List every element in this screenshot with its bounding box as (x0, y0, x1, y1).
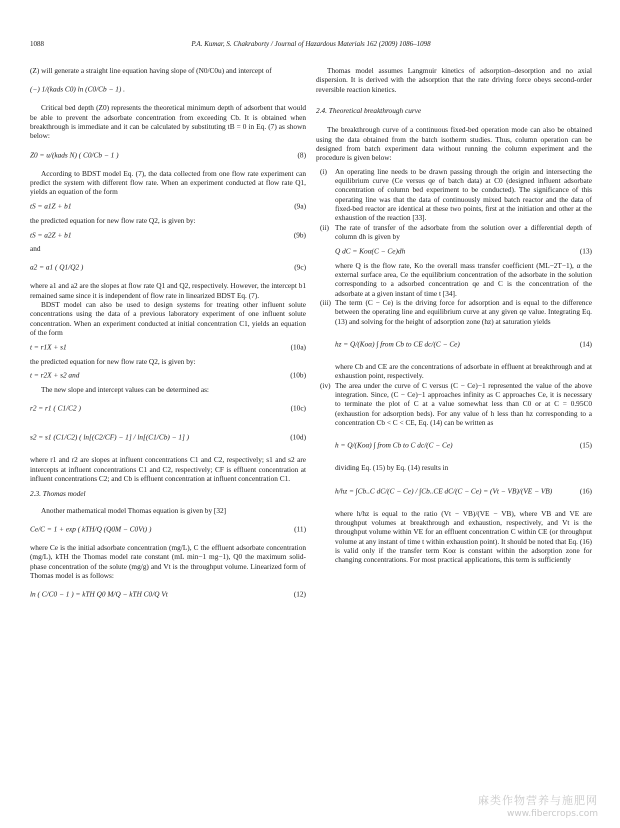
equation-body: tS = a1Z + b1 (30, 201, 72, 211)
equation-10c (30, 397, 306, 419)
equation-9a (30, 200, 306, 213)
equation-body: h = Q/(Koα) ∫ from Cb to C dc/(C − Ce) (335, 440, 453, 450)
equation-number: (14) (579, 339, 592, 349)
list-text: where Cb and CE are the concentrations of adsorbate in effluent at breakthrough and at exhaustion point, respectively. (335, 361, 592, 381)
left-column (30, 66, 306, 608)
equation-9c (30, 256, 306, 278)
paragraph: According to BDST model Eq. (7), the data collected from one flow rate experiment can predict the system with different flow rate. When an experiment conducted at flow rate Q1, yields an equation of the form (30, 168, 306, 197)
equation-14 (335, 329, 592, 359)
right-column (316, 66, 592, 565)
paragraph: the predicted equation for new flow rate Q2, is given by: (30, 215, 196, 225)
equation-number: (9b) (293, 229, 306, 239)
equation-body: hz = Q/(Koα) ∫ from Cb to CE dc/(C − Ce) (335, 339, 460, 349)
paragraph: Another mathematical model Thomas equation is given by [32] (41, 505, 227, 515)
watermark-title: 麻类作物营养与施肥网 (478, 794, 598, 807)
paragraph: The new slope and intercept values can be determined as: (41, 384, 209, 394)
equation-number: (9c) (294, 262, 306, 272)
list-label: (i) (320, 166, 327, 176)
equation-number: (12) (293, 589, 306, 599)
equation-body: tS = a2Z + b1 (30, 229, 72, 239)
list-text: where Q is the flow rate, Ko the overall mass transfer coefficient (ML−2T−1), α the external surface area, Ce the equilibrium concentration of the adsorbate in the solution corresponding to a adsorbed concentration qe and C is the concentration of the adsorbate at a given instant of time t [34]. (335, 260, 592, 298)
list-item (316, 223, 592, 298)
paragraph: where Ce is the initial adsorbate concentration (mg/L), C the effluent adsorbate concentration (mg/L), kTH the Thomas model rate constant (mL min−1 mg−1), Q0 the maximum solid-phase concentration of the solute (mg/g) and Vt is the throughput volume. Linearized form of Thomas model is as follows: (30, 542, 306, 580)
list-label: (ii) (320, 222, 329, 232)
equation-16 (335, 476, 592, 506)
equation-10a (30, 341, 306, 354)
section-heading: 2.4. Theoretical breakthrough curve (316, 106, 422, 116)
journal-citation: P.A. Kumar, S. Chakraborty / Journal of Hazardous Materials 162 (2009) 1086–1098 (191, 40, 431, 48)
paragraph: BDST model can also be used to design systems for treating other influent solute concentrations using the data of a previous laboratory experiment of one influent solute concentration. When an experiment conducted at initial concentration C1, yields an equation of the form (30, 300, 306, 338)
equation-number: (10b) (290, 370, 306, 380)
list-label: (iii) (320, 297, 331, 307)
list-item (316, 167, 592, 223)
equation-number: (16) (579, 485, 592, 495)
list-item (316, 381, 592, 565)
equation-number: (11) (294, 524, 306, 534)
equation-12 (30, 583, 306, 605)
equation-9b (30, 228, 306, 241)
list-text: The rate of transfer of the adsorbate from the solution over a differential depth of column dh is given by (335, 222, 592, 242)
equation-number: (10d) (290, 432, 306, 442)
list-text: The term (C − Ce) is the driving force for adsorption and is equal to the difference between the operating line and equilibrium curve at any given qe value. Integrating Eq. (13) and solving for the height of adsorption zone (hz) at saturation yields (335, 297, 592, 326)
list-text: dividing Eq. (15) by Eq. (14) results in (335, 463, 449, 473)
equation-body: ln ( C/C0 − 1 ) = kTH Q0 M/Q − kTH C0/Q Vt (30, 589, 168, 599)
paragraph: the predicted equation for new flow rate Q2, is given by: (30, 356, 196, 366)
equation-intercept (30, 78, 306, 100)
equation-body: Ce/C = 1 + exp ( kTH/Q (Q0M − C0Vt) ) (30, 524, 152, 534)
equation-10b (30, 369, 306, 382)
equation-body: s2 = s1 (C1/C2) ( ln[(C2/CF) − 1] / ln[(C1/Cb) − 1] ) (30, 432, 190, 442)
list-text: where h/hz is equal to the ratio (Vt − VB)/(VE − VB), where VB and VE are throughput volumes at breakthrough and exhaustion, respectively, and Vt is the throughput volume within VE for an effluent concentration C within CE (or throughput volume at any instant of time t within exhaustion point). It should be noted that Eq. (16) is valid only if the transfer term Koα is constant within the adsorption zone for changing concentrations. For most practical applications, this term is sufficiently (335, 508, 592, 565)
equation-body: (−) 1/(kads C0) ln (C0/Cb − 1) . (30, 84, 125, 94)
equation-number: (15) (579, 440, 592, 450)
section-heading: 2.3. Thomas model (30, 489, 86, 499)
equation-15 (335, 430, 592, 460)
page-number: 1088 (30, 40, 44, 48)
equation-body: Q dC = Koα(C − Ce)dh (335, 246, 406, 256)
list-text: An operating line needs to be drawn passing through the origin and intersecting the equilibrium curve (Ce versus qe of batch data) at C0 (designed influent adsorbate concentration of column bed experiment to be conducted). The significance of this operating line was that the data of continuously mixed batch reactor and the data of fixed-bed reactor are identical at these two points, first at the initiation and other at the exhaustion of the reaction [33]. (335, 166, 592, 223)
equation-8 (30, 144, 306, 166)
paragraph: where r1 and r2 are slopes at influent concentrations C1 and C2, respectively; s1 and s2 are intercepts at influent concentrations C1 and C2, respectively; CF is effluent concentration at influent concentrations C2; and Cb is effluent concentration at influent concentration C1. (30, 455, 306, 483)
paragraph: Critical bed depth (Z0) represents the theoretical minimum depth of adsorbent that would be able to prevent the adsorbate concentration from exceeding Cb. It is obtained when breakthrough is immediate and it can be calculated by substituting tB = 0 in Eq. (7) as shown below: (30, 103, 306, 141)
running-header (30, 40, 592, 52)
equation-number: (13) (579, 246, 592, 256)
equation-body: a2 = a1 ( Q1/Q2 ) (30, 262, 84, 272)
equation-body: t = r2X + s2 and (30, 370, 80, 380)
paragraph: (Z) will generate a straight line equation having slope of (N0/C0u) and intercept of (30, 66, 272, 75)
equation-13 (335, 245, 592, 258)
list-label: (iv) (320, 380, 331, 390)
equation-11 (30, 518, 306, 540)
paragraph: where a1 and a2 are the slopes at flow rate Q1 and Q2, respectively. However, the intercept b1 remained same since it is independent of flow rate in linearized BDST Eq. (7). (30, 281, 306, 300)
equation-10d (30, 422, 306, 452)
equation-number: (8) (297, 150, 306, 160)
equation-number: (10a) (290, 342, 306, 352)
equation-number: (9a) (294, 201, 306, 211)
paragraph: Thomas model assumes Langmuir kinetics of adsorption–desorption and no axial dispersion. It is derived with the adsorption that the rate driving force obeys second-order reversible reaction kinetics. (316, 66, 592, 94)
equation-body: r2 = r1 ( C1/C2 ) (30, 403, 81, 413)
equation-body: Z0 = u/(kads N) ( C0/Cb − 1 ) (30, 150, 119, 160)
paragraph: and (30, 244, 41, 254)
paragraph: The breakthrough curve of a continuous fixed-bed operation mode can also be obtained using the data obtained from the batch isotherm studies. Thus, column operation can be designed from batch experiment data without running the column experiment and the procedure is given below: (316, 125, 592, 163)
list-item (316, 298, 592, 381)
equation-body: t = r1X + s1 (30, 342, 67, 352)
watermark-url: www.fibercrops.com (507, 809, 598, 819)
equation-number: (10c) (290, 403, 306, 413)
equation-body: h/hz = ∫Cb..C dC/(C − Ce) / ∫Cb..CE dC/(C − Ce) = (Vt − VB)/(VE − VB) (335, 485, 553, 495)
list-text: The area under the curve of C versus (C − Ce)−1 represented the value of the above integration. Since, (C − Ce)−1 approaches infinity as C approaches Ce, it is necessary to terminate the plot of C at a value somewhat less than C0 or at C = 0.95C0 (exhaustion for adsorption beds). For any value of h less than hz corresponding to a concentration Cb < C < CE, Eq. (14) can be written as (335, 380, 592, 427)
